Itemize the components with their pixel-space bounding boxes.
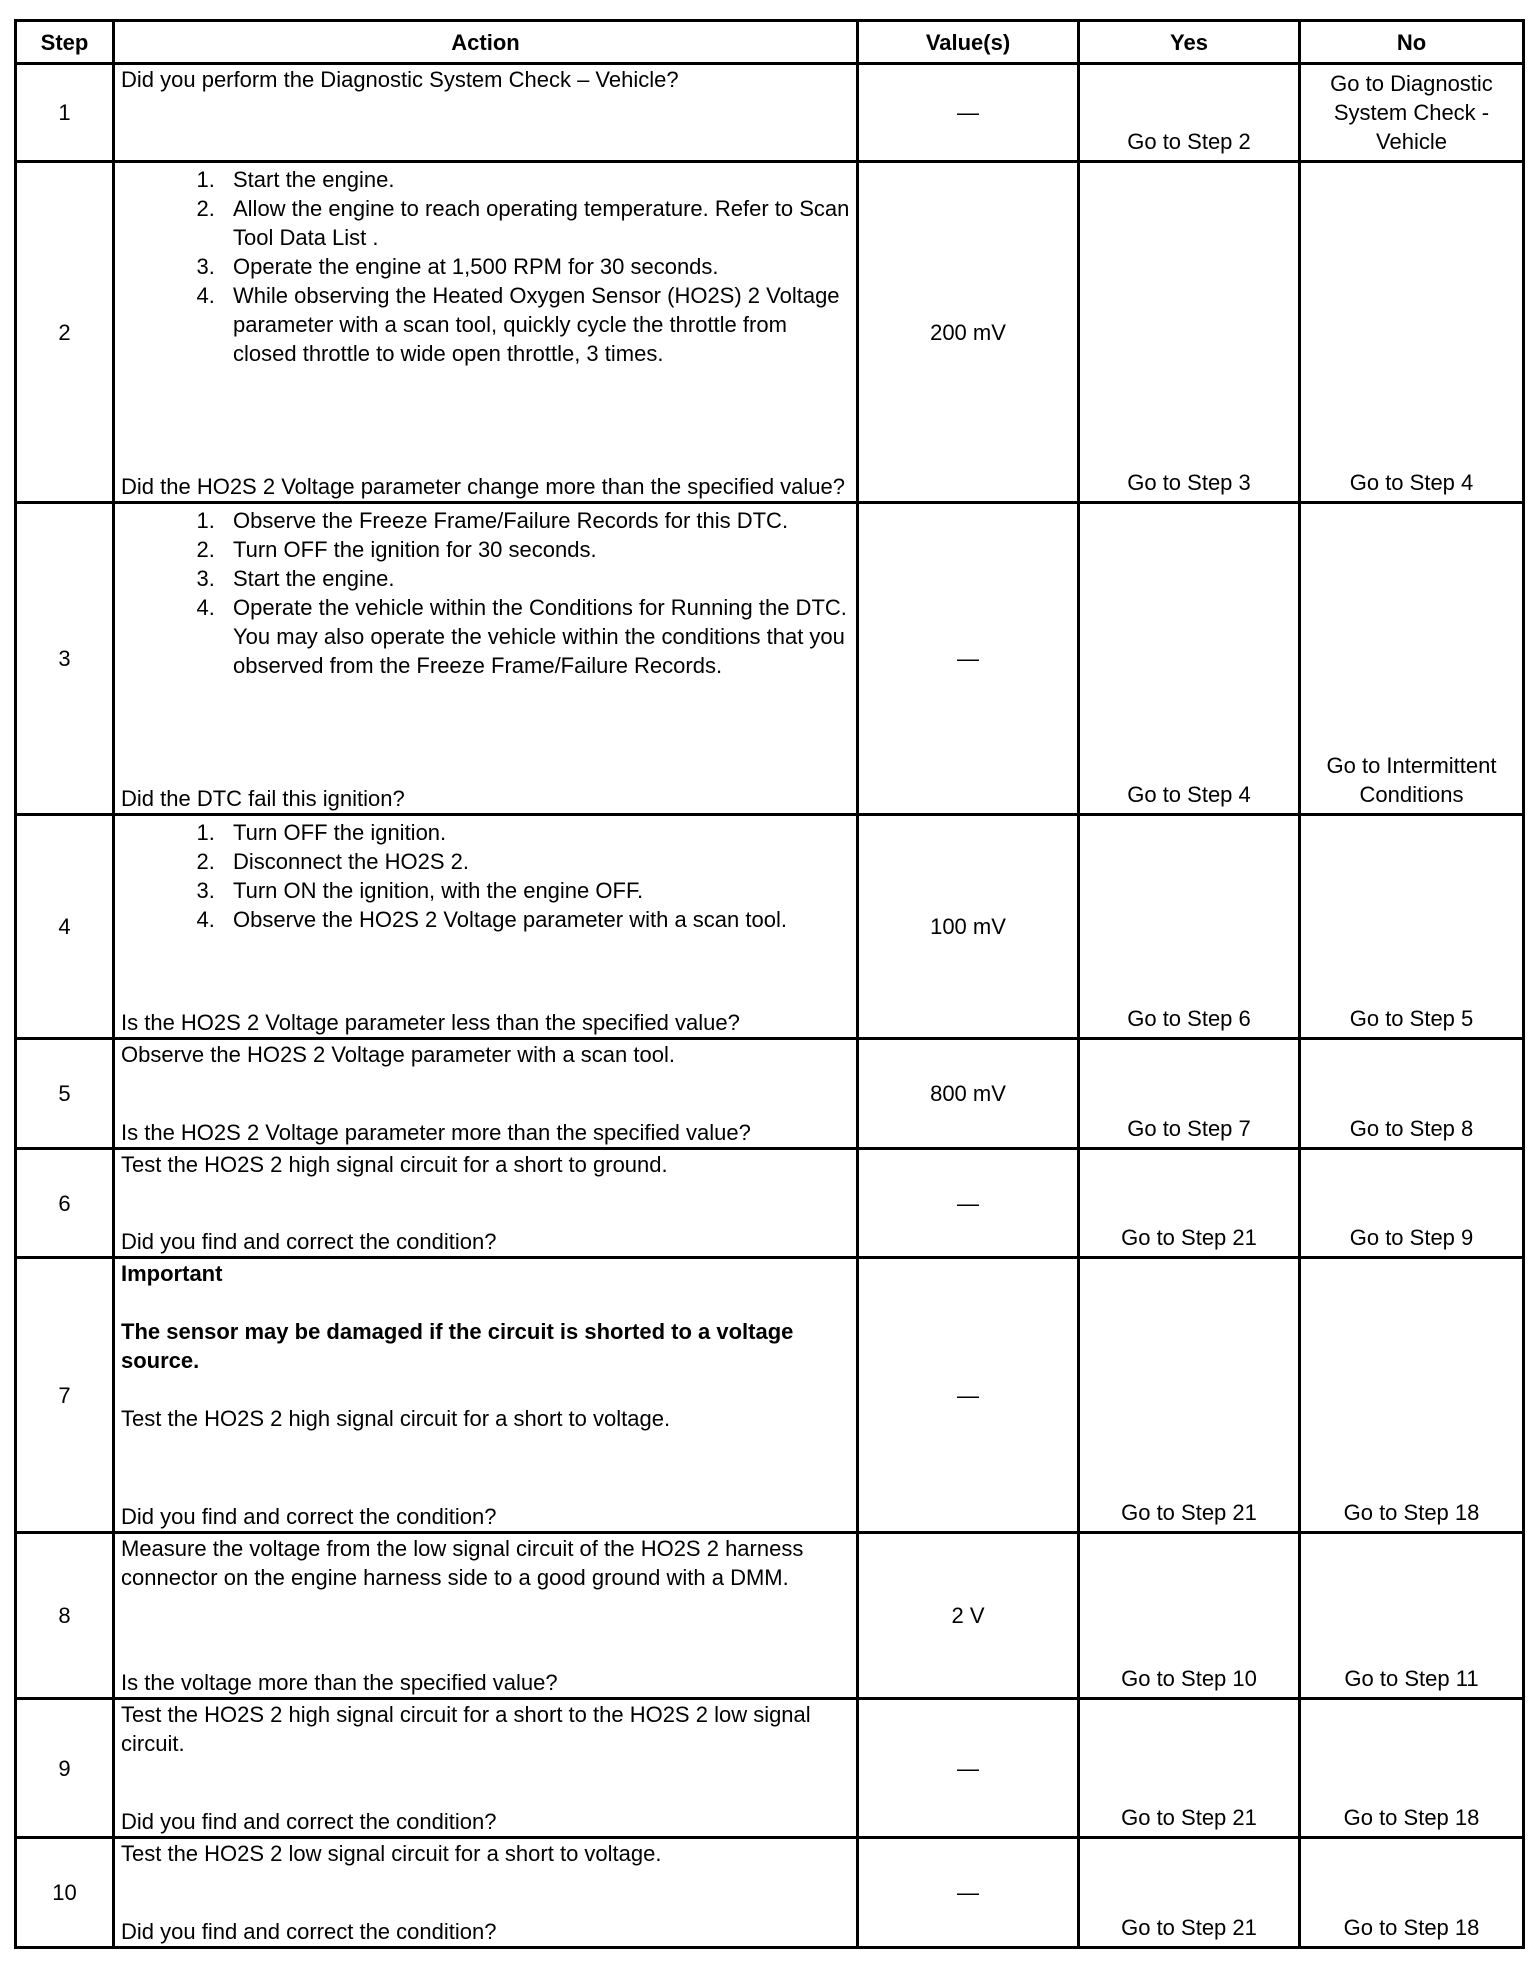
action-step: 3. Turn ON the ignition, with the engine OFF. [221, 876, 850, 905]
no-link[interactable]: Go to Step 18 [1300, 1258, 1524, 1533]
action-step: 1. Start the engine. [221, 165, 850, 194]
header-action: Action [114, 21, 858, 64]
action-cell [114, 1258, 858, 1533]
action-cell [114, 1149, 858, 1258]
table-row [16, 1039, 1524, 1149]
important-label: Important [121, 1261, 223, 1286]
table-row [16, 1533, 1524, 1699]
action-text: Test the HO2S 2 low signal circuit for a short to voltage. [121, 1841, 662, 1866]
value-cell: — [858, 1838, 1079, 1948]
action-steps-list [121, 506, 850, 680]
action-cell [114, 503, 858, 815]
diagnostic-table [14, 19, 1525, 1949]
yes-link[interactable]: Go to Step 7 [1079, 1039, 1300, 1149]
no-link[interactable]: Go to Intermittent Conditions [1300, 503, 1524, 815]
no-link[interactable]: Go to Step 4 [1300, 162, 1524, 503]
action-cell [114, 815, 858, 1039]
value-cell: 800 mV [858, 1039, 1079, 1149]
action-question: Did you find and correct the condition? [121, 1229, 497, 1254]
action-question: Did the DTC fail this ignition? [121, 786, 405, 811]
yes-link[interactable]: Go to Step 21 [1079, 1149, 1300, 1258]
yes-link[interactable]: Go to Step 10 [1079, 1533, 1300, 1699]
action-step: 4. Operate the vehicle within the Conditions for Running the DTC. You may also operate the vehicle within the conditions that you observed from the Freeze Frame/Failure Records. [221, 593, 850, 680]
no-link[interactable]: Go to Step 9 [1300, 1149, 1524, 1258]
yes-link[interactable]: Go to Step 6 [1079, 815, 1300, 1039]
no-link[interactable]: Go to Step 8 [1300, 1039, 1524, 1149]
action-steps-list [121, 165, 850, 368]
table-row [16, 1149, 1524, 1258]
step-number: 5 [16, 1039, 114, 1149]
yes-link[interactable]: Go to Step 2 [1079, 64, 1300, 162]
action-step: 2. Turn OFF the ignition for 30 seconds. [221, 535, 850, 564]
action-cell [114, 1699, 858, 1838]
value-cell: — [858, 64, 1079, 162]
table-row [16, 503, 1524, 815]
action-step: 2. Disconnect the HO2S 2. [221, 847, 850, 876]
warning-text: The sensor may be damaged if the circuit is shorted to a voltage source. [121, 1319, 794, 1373]
action-step: 3. Start the engine. [221, 564, 850, 593]
action-cell [114, 1039, 858, 1149]
value-cell: — [858, 1699, 1079, 1838]
no-link[interactable]: Go to Diagnostic System Check - Vehicle [1300, 64, 1524, 162]
value-cell: 2 V [858, 1533, 1079, 1699]
header-step: Step [16, 21, 114, 64]
value-cell: — [858, 1258, 1079, 1533]
no-link[interactable]: Go to Step 18 [1300, 1699, 1524, 1838]
header-no: No [1300, 21, 1524, 64]
action-cell [114, 1533, 858, 1699]
header-values: Value(s) [858, 21, 1079, 64]
no-link[interactable]: Go to Step 11 [1300, 1533, 1524, 1699]
action-question: Is the voltage more than the specified value? [121, 1670, 558, 1695]
action-question: Is the HO2S 2 Voltage parameter less than the specified value? [121, 1010, 740, 1035]
action-step: 2. Allow the engine to reach operating temperature. Refer to Scan Tool Data List . [221, 194, 850, 252]
table-row [16, 1699, 1524, 1838]
action-question: Is the HO2S 2 Voltage parameter more than the specified value? [121, 1120, 751, 1145]
yes-link[interactable]: Go to Step 21 [1079, 1699, 1300, 1838]
action-step: 1. Observe the Freeze Frame/Failure Records for this DTC. [221, 506, 850, 535]
action-question: Did you find and correct the condition? [121, 1919, 497, 1944]
action-steps-list [121, 818, 850, 934]
yes-link[interactable]: Go to Step 21 [1079, 1838, 1300, 1948]
action-text: Test the HO2S 2 high signal circuit for a short to the HO2S 2 low signal circuit. [121, 1702, 811, 1756]
value-cell: 200 mV [858, 162, 1079, 503]
action-step: 4. While observing the Heated Oxygen Sensor (HO2S) 2 Voltage parameter with a scan tool, quickly cycle the throttle from closed throttle to wide open throttle, 3 times. [221, 281, 850, 368]
step-number: 4 [16, 815, 114, 1039]
step-number: 8 [16, 1533, 114, 1699]
action-step: 4. Observe the HO2S 2 Voltage parameter with a scan tool. [221, 905, 850, 934]
action-text: Observe the HO2S 2 Voltage parameter with a scan tool. [121, 1042, 675, 1067]
action-question: Did you find and correct the condition? [121, 1504, 497, 1529]
no-link[interactable]: Go to Step 5 [1300, 815, 1524, 1039]
step-number: 1 [16, 64, 114, 162]
value-cell: — [858, 1149, 1079, 1258]
action-cell [114, 1838, 858, 1948]
step-number: 6 [16, 1149, 114, 1258]
table-row [16, 1258, 1524, 1533]
table-row [16, 1838, 1524, 1948]
yes-link[interactable]: Go to Step 4 [1079, 503, 1300, 815]
header-yes: Yes [1079, 21, 1300, 64]
action-text: Did you perform the Diagnostic System Check – Vehicle? [121, 67, 679, 92]
table-row [16, 162, 1524, 503]
step-number: 7 [16, 1258, 114, 1533]
action-question: Did you find and correct the condition? [121, 1809, 497, 1834]
action-question: Did the HO2S 2 Voltage parameter change more than the specified value? [121, 474, 846, 499]
yes-link[interactable]: Go to Step 3 [1079, 162, 1300, 503]
action-step: 3. Operate the engine at 1,500 RPM for 30 seconds. [221, 252, 850, 281]
step-number: 10 [16, 1838, 114, 1948]
table-row [16, 815, 1524, 1039]
yes-link[interactable]: Go to Step 21 [1079, 1258, 1300, 1533]
value-cell: — [858, 503, 1079, 815]
step-number: 2 [16, 162, 114, 503]
header-row [16, 21, 1524, 64]
step-number: 3 [16, 503, 114, 815]
action-text: Measure the voltage from the low signal circuit of the HO2S 2 harness connector on the engine harness side to a good ground with a DMM. [121, 1536, 804, 1590]
action-text: Test the HO2S 2 high signal circuit for a short to ground. [121, 1152, 668, 1177]
no-link[interactable]: Go to Step 18 [1300, 1838, 1524, 1948]
action-cell [114, 64, 858, 162]
action-step: 1. Turn OFF the ignition. [221, 818, 850, 847]
action-text: Test the HO2S 2 high signal circuit for a short to voltage. [121, 1406, 671, 1431]
action-cell [114, 162, 858, 503]
step-number: 9 [16, 1699, 114, 1838]
value-cell: 100 mV [858, 815, 1079, 1039]
table-row [16, 64, 1524, 162]
